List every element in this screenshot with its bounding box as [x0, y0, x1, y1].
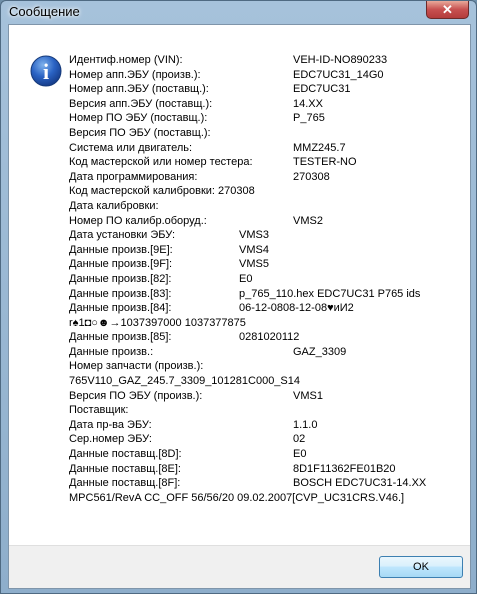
info-row-label: r♠1◘○☻→1037397000 1037377875: [69, 316, 246, 329]
info-row-label: Версия ПО ЭБУ (произв.):: [69, 389, 203, 402]
info-row-value: VMS4: [239, 243, 269, 256]
info-row-label: Дата установки ЭБУ:: [69, 229, 176, 242]
info-row-label: Данные произв.[82]:: [69, 272, 172, 285]
info-icon-letter: i: [42, 59, 50, 84]
info-row-label: Данные произв.[85]:: [69, 331, 172, 344]
info-row-label: Дата программирования:: [69, 170, 198, 183]
info-row-label: Система или двигатель:: [69, 141, 193, 154]
info-row-value: EDC7UC31_14G0: [293, 68, 384, 81]
info-row-label: Поставщик:: [69, 404, 129, 417]
info-row-value: MMZ245.7: [293, 141, 346, 154]
info-row-label: Данные произв.[9E]:: [69, 243, 173, 256]
info-row-value: VMS3: [239, 229, 269, 242]
button-bar: [9, 545, 470, 588]
info-row-value: VMS2: [293, 214, 323, 227]
close-button[interactable]: ✕: [426, 1, 469, 19]
info-row-label: Версия ПО ЭБУ (поставщ.):: [69, 126, 211, 139]
info-row-label: Данные произв.[83]:: [69, 287, 172, 300]
info-row-label: Версия апп.ЭБУ (поставщ.):: [69, 97, 213, 110]
info-row-value: 270308: [293, 170, 330, 183]
info-row-label: Данные произв.:: [69, 345, 154, 358]
info-row-value: GAZ_3309: [293, 345, 347, 358]
info-row-label: Номер ПО ЭБУ (поставщ.):: [69, 112, 208, 125]
info-row-value: 06-12-0808-12-08♥иИ2: [239, 302, 354, 315]
message-body: [8, 24, 471, 589]
info-row-value: EDC7UC31: [293, 83, 351, 96]
info-row-label: Номер апп.ЭБУ (поставщ.):: [69, 83, 209, 96]
info-row-value: 14.XX: [293, 97, 323, 110]
info-row-label: Данные произв.[84]:: [69, 302, 172, 315]
info-icon: [30, 55, 62, 87]
info-row-label: MPC561/RevA CC_OFF 56/56/20 09.02.2007[CVP_UC31CRS.V46.]: [69, 491, 405, 504]
window-title: Сообщение: [9, 4, 80, 19]
info-row-label: Код мастерской калибровки: 270308: [69, 185, 255, 198]
title-bar[interactable]: [1, 1, 476, 24]
info-row-value: 1.1.0: [293, 418, 318, 431]
info-row-label: Данные поставщ.[8F]:: [69, 477, 181, 490]
info-row-value: VMS1: [293, 389, 323, 402]
info-row-value: TESTER-NO: [293, 156, 357, 169]
info-row-label: Идентиф.номер (VIN):: [69, 54, 183, 66]
info-row-value: VMS5: [239, 258, 269, 271]
ok-button[interactable]: OK: [379, 556, 463, 578]
info-row-value: p_765_110.hex EDC7UC31 P765 ids: [239, 287, 421, 300]
info-row-value: BOSCH EDC7UC31-14.XX: [293, 477, 427, 490]
info-row-label: Номер апп.ЭБУ (произв.):: [69, 68, 201, 81]
info-row-value: 8D1F11362FE01B20: [293, 462, 396, 475]
info-row-label: Дата калибровки:: [69, 199, 159, 212]
info-row-value: E0: [293, 448, 307, 461]
info-row-label: Номер ПО калибр.оборуд.:: [69, 214, 207, 227]
info-row-value: 02: [293, 433, 306, 446]
info-row-label: Данные поставщ.[8E]:: [69, 462, 181, 475]
info-row-value: VEH-ID-NO890233: [293, 54, 388, 66]
info-row-label: Сер.номер ЭБУ:: [69, 433, 152, 446]
info-row-label: Номер запчасти (произв.):: [69, 360, 204, 373]
info-row-value: E0: [239, 272, 253, 285]
info-row-label: Дата пр-ва ЭБУ:: [69, 418, 152, 431]
info-row-value: 0281020112: [239, 331, 300, 344]
info-row-label: 765V110_GAZ_245.7_3309_101281C000_S14: [69, 375, 300, 388]
info-row-label: Данные поставщ.[8D]:: [69, 448, 182, 461]
info-row-label: Данные произв.[9F]:: [69, 258, 173, 271]
info-row-value: P_765: [293, 112, 325, 125]
info-row-label: Код мастерской или номер тестера:: [69, 156, 253, 169]
